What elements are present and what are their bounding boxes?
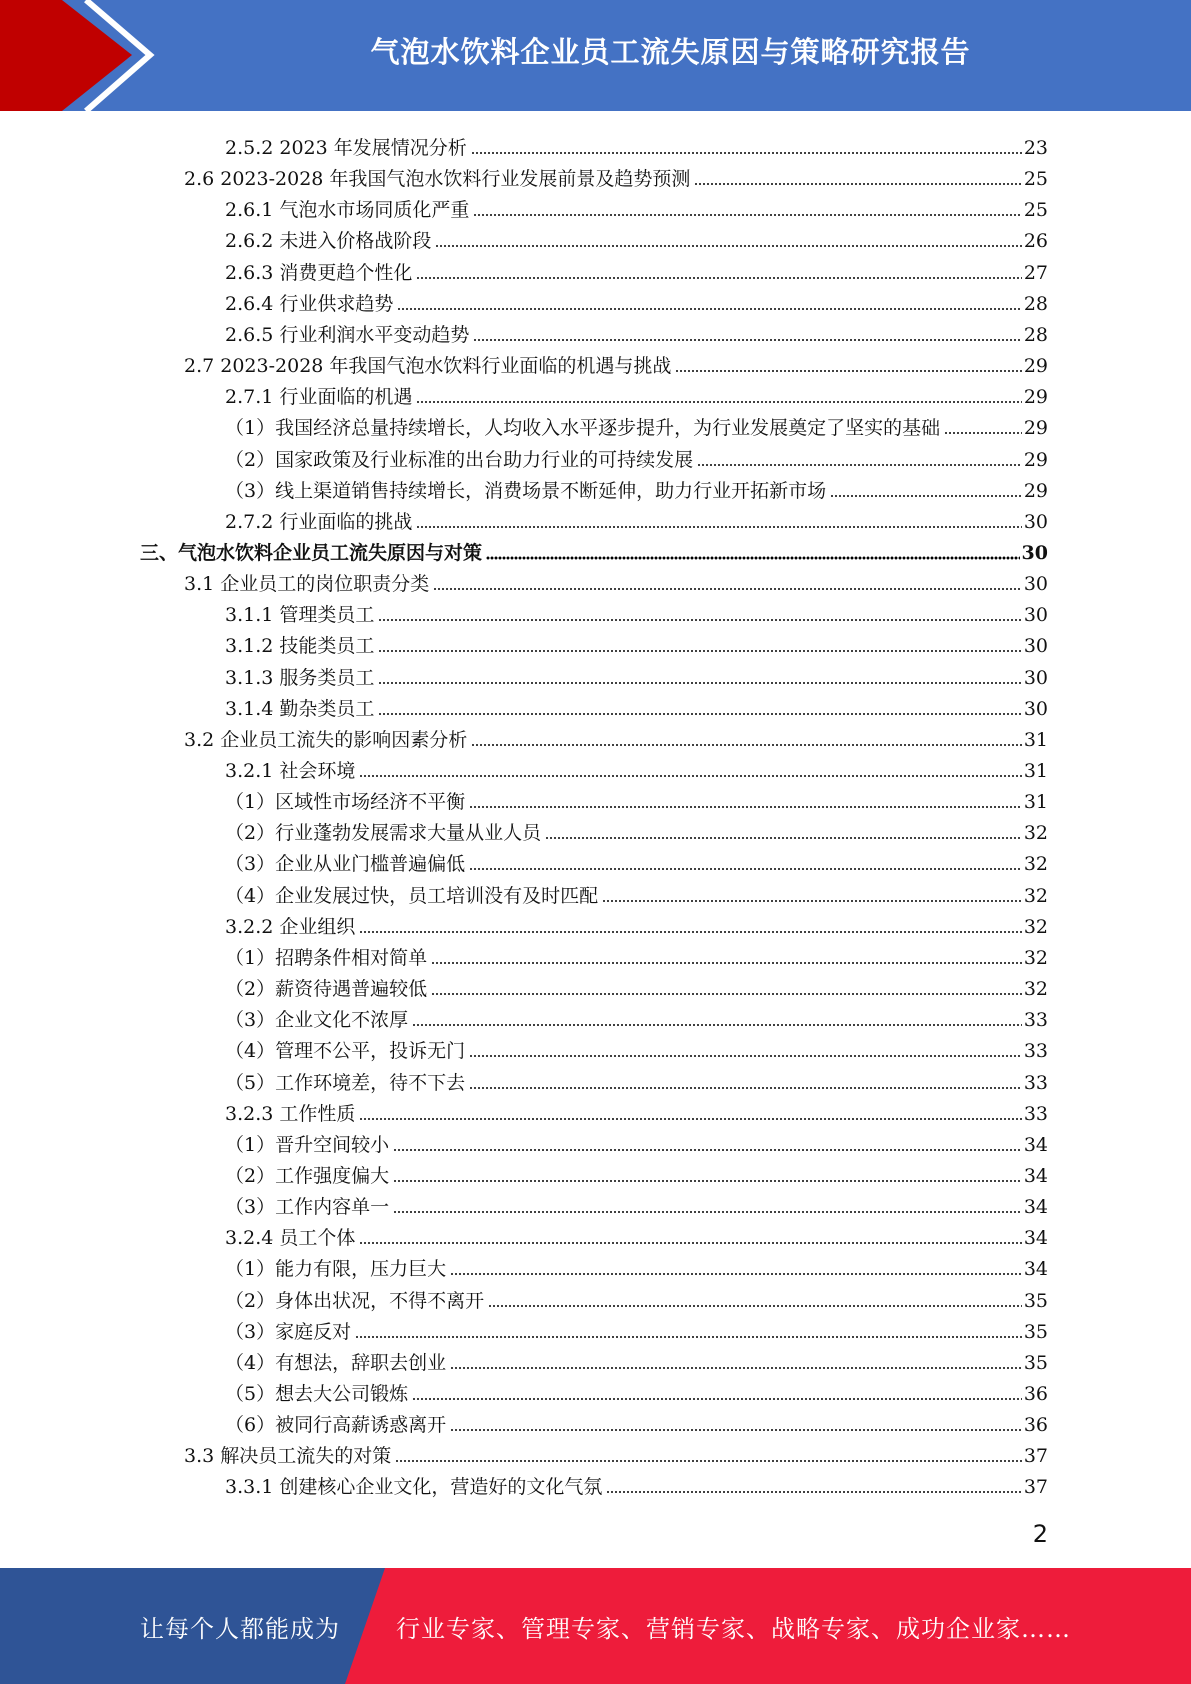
toc-entry[interactable] [225, 1405, 1048, 1436]
toc-entry[interactable] [225, 440, 1048, 471]
toc-entry[interactable] [225, 1467, 1048, 1498]
toc-dot-leader [469, 1054, 1022, 1058]
toc-dot-leader [359, 1241, 1021, 1245]
toc-entry-page: 25 [1023, 168, 1048, 191]
toc-entry[interactable] [184, 346, 1048, 377]
toc-dot-leader [393, 1179, 1022, 1183]
toc-entry-page: 31 [1023, 760, 1048, 782]
toc-entry[interactable] [225, 408, 1048, 439]
toc-entry-title: 3.3.1 创建核心企业文化，营造好的文化气氛 [225, 1476, 603, 1499]
toc-dot-leader [469, 1086, 1022, 1090]
toc-entry-title: 三、气泡水饮料企业员工流失原因与对策 [140, 541, 483, 564]
toc-entry-title: （2）薪资待遇普遍较低 [225, 978, 428, 1001]
toc-entry-title: （5）工作环境差，待不下去 [225, 1071, 466, 1094]
toc-dot-leader [694, 182, 1021, 186]
toc-entry[interactable] [225, 190, 1048, 221]
toc-entry-page: 34 [1023, 1227, 1048, 1250]
toc-entry[interactable] [225, 502, 1048, 533]
toc-dot-leader [606, 1490, 1021, 1494]
toc-entry[interactable] [225, 471, 1048, 502]
toc-entry-title: 3.2.3 工作性质 [225, 1102, 356, 1125]
toc-entry[interactable] [184, 720, 1048, 751]
toc-entry-page: 34 [1023, 1133, 1048, 1156]
toc-dot-leader [359, 930, 1021, 934]
toc-entry-title: （4）管理不公平，投诉无门 [225, 1040, 466, 1063]
toc-entry-page: 37 [1023, 1445, 1048, 1468]
toc-entry-title: （1）招聘条件相对简单 [225, 946, 428, 969]
toc-dot-leader [944, 431, 1022, 435]
toc-dot-leader [412, 1023, 1022, 1027]
toc-dot-leader [450, 1428, 1022, 1432]
toc-dot-leader [359, 1117, 1021, 1121]
toc-entry[interactable] [225, 751, 1048, 782]
page-footer [0, 1568, 1191, 1684]
toc-entry-title: （2）身体出状况，不得不离开 [225, 1289, 485, 1312]
toc-entry-title: 2.5.2 2023 年发展情况分析 [225, 137, 467, 159]
footer-slogan-right: 行业专家、管理专家、营销专家、战略专家、成功企业家…… [396, 1614, 1071, 1643]
toc-entry-page: 30 [1023, 635, 1048, 658]
toc-entry-page: 33 [1023, 1102, 1048, 1125]
footer-slogan-left: 让每个人都能成为 [140, 1614, 340, 1643]
toc-entry-title: 2.7.2 行业面临的挑战 [225, 510, 413, 533]
toc-dot-leader [435, 244, 1021, 248]
toc-entry-title: 3.1 企业员工的岗位职责分类 [184, 573, 430, 596]
toc-entry-page: 33 [1023, 1040, 1048, 1063]
toc-dot-leader [355, 1335, 1022, 1339]
toc-entry-page: 30 [1023, 697, 1048, 720]
toc-entry[interactable] [225, 253, 1048, 284]
toc-dot-leader [416, 525, 1021, 529]
toc-dot-leader [471, 151, 1022, 155]
toc-entry-title: 2.7.1 行业面临的机遇 [225, 386, 413, 409]
toc-entry-page: 30 [1023, 510, 1048, 533]
toc-entry-page: 32 [1023, 946, 1048, 969]
toc-entry-page: 29 [1023, 479, 1048, 502]
toc-entry-title: 2.6 2023-2028 年我国气泡水饮料行业发展前景及趋势预测 [184, 168, 691, 191]
toc-entry[interactable] [225, 1218, 1048, 1249]
toc-entry[interactable] [225, 658, 1048, 689]
toc-entry-title: （3）线上渠道销售持续增长，消费场景不断延伸，助力行业开拓新市场 [225, 479, 827, 502]
toc-entry-page: 34 [1023, 1258, 1048, 1281]
toc-dot-leader [378, 618, 1021, 622]
toc-entry-page: 32 [1023, 978, 1048, 1001]
page-number: 2 [1032, 1520, 1048, 1548]
toc-entry-page: 35 [1023, 1320, 1048, 1343]
toc-entry[interactable] [225, 813, 1048, 844]
toc-entry-title: （1）晋升空间较小 [225, 1133, 390, 1156]
toc-entry[interactable] [225, 1312, 1048, 1343]
toc-entry-page: 35 [1023, 1351, 1048, 1374]
toc-entry-page: 32 [1023, 915, 1048, 938]
toc-entry-title: （3）工作内容单一 [225, 1196, 390, 1219]
toc-entry-title: 3.1.2 技能类员工 [225, 635, 375, 658]
toc-entry-page: 28 [1023, 292, 1048, 315]
toc-entry[interactable] [225, 876, 1048, 907]
toc-entry-title: （1）能力有限，压力巨大 [225, 1258, 447, 1281]
toc-entry-title: （3）企业从业门槛普遍偏低 [225, 853, 466, 876]
toc-entry-page: 30 [1023, 604, 1048, 627]
toc-entry-title: （2）行业蓬勃发展需求大量从业人员 [225, 822, 542, 845]
toc-entry[interactable] [184, 564, 1048, 595]
toc-entry-title: （4）有想法，辞职去创业 [225, 1351, 447, 1374]
toc-entry[interactable] [225, 284, 1048, 315]
toc-entry-page: 25 [1023, 199, 1048, 222]
toc-entry-page: 33 [1023, 1009, 1048, 1032]
toc-entry-title: 3.2.4 员工个体 [225, 1227, 356, 1250]
toc-entry-title: 2.6.5 行业利润水平变动趋势 [225, 323, 470, 346]
toc-dot-leader [412, 1397, 1022, 1401]
toc-dot-leader [545, 836, 1022, 840]
toc-entry[interactable] [184, 159, 1048, 190]
toc-entry[interactable] [225, 1031, 1048, 1062]
toc-entry-page: 29 [1023, 448, 1048, 471]
toc-dot-leader [469, 867, 1022, 871]
toc-dot-leader [602, 899, 1022, 903]
toc-entry[interactable] [225, 221, 1048, 252]
toc-entry-page: 27 [1023, 261, 1048, 284]
toc-entry-title: 2.6.1 气泡水市场同质化严重 [225, 199, 470, 222]
toc-entry[interactable] [225, 1000, 1048, 1031]
toc-dot-leader [697, 463, 1022, 467]
toc-entry-page: 30 [1021, 541, 1048, 564]
toc-dot-leader [473, 213, 1021, 217]
toc-entry-page: 30 [1023, 666, 1048, 689]
toc-entry-page: 32 [1023, 884, 1048, 907]
toc-dot-leader [393, 1148, 1022, 1152]
toc-entry-title: （5）想去大公司锻炼 [225, 1383, 409, 1405]
toc-entry-title: 3.3 解决员工流失的对策 [184, 1445, 392, 1468]
toc-entry-page: 33 [1023, 1071, 1048, 1094]
page-header [0, 0, 1191, 111]
report-title: 气泡水饮料企业员工流失原因与策略研究报告 [370, 34, 971, 69]
toc-dot-leader [486, 556, 1020, 560]
toc-entry-title: （1）我国经济总量持续增长，人均收入水平逐步提升，为行业发展奠定了坚实的基础 [225, 417, 941, 440]
toc-entry-page: 32 [1023, 822, 1048, 845]
toc-entry-title: （1）区域性市场经济不平衡 [225, 791, 466, 814]
toc-entry[interactable] [225, 1125, 1048, 1156]
toc-entry-title: 3.2 企业员工流失的影响因素分析 [184, 728, 468, 751]
toc-entry-page: 34 [1023, 1164, 1048, 1187]
toc-entry[interactable] [140, 533, 1048, 564]
toc-entry[interactable] [225, 128, 1048, 159]
toc-dot-leader [433, 587, 1022, 591]
toc-dot-leader [471, 743, 1022, 747]
toc-entry-page: 29 [1023, 355, 1048, 378]
toc-entry-title: 3.2.1 社会环境 [225, 760, 356, 782]
toc-entry-page: 35 [1023, 1289, 1048, 1312]
toc-entry[interactable] [225, 1156, 1048, 1187]
toc-entry-title: （6）被同行高薪诱惑离开 [225, 1414, 447, 1437]
toc-entry[interactable] [225, 1374, 1048, 1405]
toc-entry-title: （3）家庭反对 [225, 1320, 352, 1343]
toc-entry-page: 26 [1023, 230, 1048, 253]
toc-entry-title: 2.6.3 消费更趋个性化 [225, 261, 413, 284]
toc-entry[interactable] [225, 689, 1048, 720]
toc-dot-leader [378, 712, 1021, 716]
toc-dot-leader [830, 494, 1022, 498]
toc-dot-leader [450, 1366, 1022, 1370]
toc-entry-page: 34 [1023, 1196, 1048, 1219]
toc-entry[interactable] [225, 377, 1048, 408]
toc-entry-title: 2.6.4 行业供求趋势 [225, 292, 394, 315]
toc-entry-title: （2）工作强度偏大 [225, 1164, 390, 1187]
toc-dot-leader [378, 681, 1021, 685]
toc-dot-leader [431, 961, 1022, 965]
toc-entry-page: 28 [1023, 323, 1048, 346]
toc-dot-leader [469, 805, 1022, 809]
toc-entry-page: 32 [1023, 853, 1048, 876]
toc-entry[interactable] [225, 844, 1048, 875]
toc-entry-title: 3.1.1 管理类员工 [225, 604, 375, 627]
toc-entry-title: （4）企业发展过快，员工培训没有及时匹配 [225, 884, 599, 907]
toc-entry-page: 36 [1023, 1383, 1048, 1405]
toc-entry-page: 31 [1023, 791, 1048, 814]
toc-dot-leader [450, 1272, 1022, 1276]
toc-entry-page: 36 [1023, 1414, 1048, 1437]
toc-entry[interactable] [225, 782, 1048, 813]
toc-entry-title: 2.7 2023-2028 年我国气泡水饮料行业面临的机遇与挑战 [184, 355, 672, 378]
toc-entry-title: 3.1.3 服务类员工 [225, 666, 375, 689]
toc-entry[interactable] [225, 626, 1048, 657]
toc-entry[interactable] [225, 595, 1048, 626]
toc-dot-leader [416, 400, 1021, 404]
toc-dot-leader [378, 649, 1021, 653]
toc-entry-title: 3.2.2 企业组织 [225, 915, 356, 938]
toc-entry-title: （2）国家政策及行业标准的出台助力行业的可持续发展 [225, 448, 694, 471]
toc-entry-title: 3.1.4 勤杂类员工 [225, 697, 375, 720]
toc-entry[interactable] [225, 1187, 1048, 1218]
toc-entry[interactable] [225, 938, 1048, 969]
toc-entry[interactable] [225, 969, 1048, 1000]
toc-entry-page: 29 [1023, 386, 1048, 409]
toc-dot-leader [416, 276, 1021, 280]
toc-dot-leader [675, 369, 1021, 373]
toc-entry-page: 31 [1023, 728, 1048, 751]
toc-entry[interactable] [225, 1249, 1048, 1280]
toc-entry[interactable] [225, 1094, 1048, 1125]
toc-dot-leader [397, 307, 1021, 311]
toc-dot-leader [473, 338, 1021, 342]
toc-dot-leader [431, 992, 1022, 996]
toc-dot-leader [393, 1210, 1022, 1214]
toc-entry-page: 30 [1023, 573, 1048, 596]
toc-entry[interactable] [225, 907, 1048, 938]
toc-entry[interactable] [184, 1436, 1048, 1467]
toc-dot-leader [395, 1459, 1022, 1463]
toc-entry-page: 29 [1023, 417, 1048, 440]
toc-entry[interactable] [225, 1281, 1048, 1312]
toc-entry[interactable] [225, 315, 1048, 346]
toc-entry[interactable] [225, 1343, 1048, 1374]
toc-dot-leader [359, 774, 1021, 778]
toc-entry-title: 2.6.2 未进入价格战阶段 [225, 230, 432, 253]
toc-entry-page: 37 [1023, 1476, 1048, 1499]
toc-entry[interactable] [225, 1063, 1048, 1094]
toc-entry-title: （3）企业文化不浓厚 [225, 1009, 409, 1032]
toc-dot-leader [488, 1304, 1022, 1308]
toc-entry-page: 23 [1023, 137, 1048, 159]
